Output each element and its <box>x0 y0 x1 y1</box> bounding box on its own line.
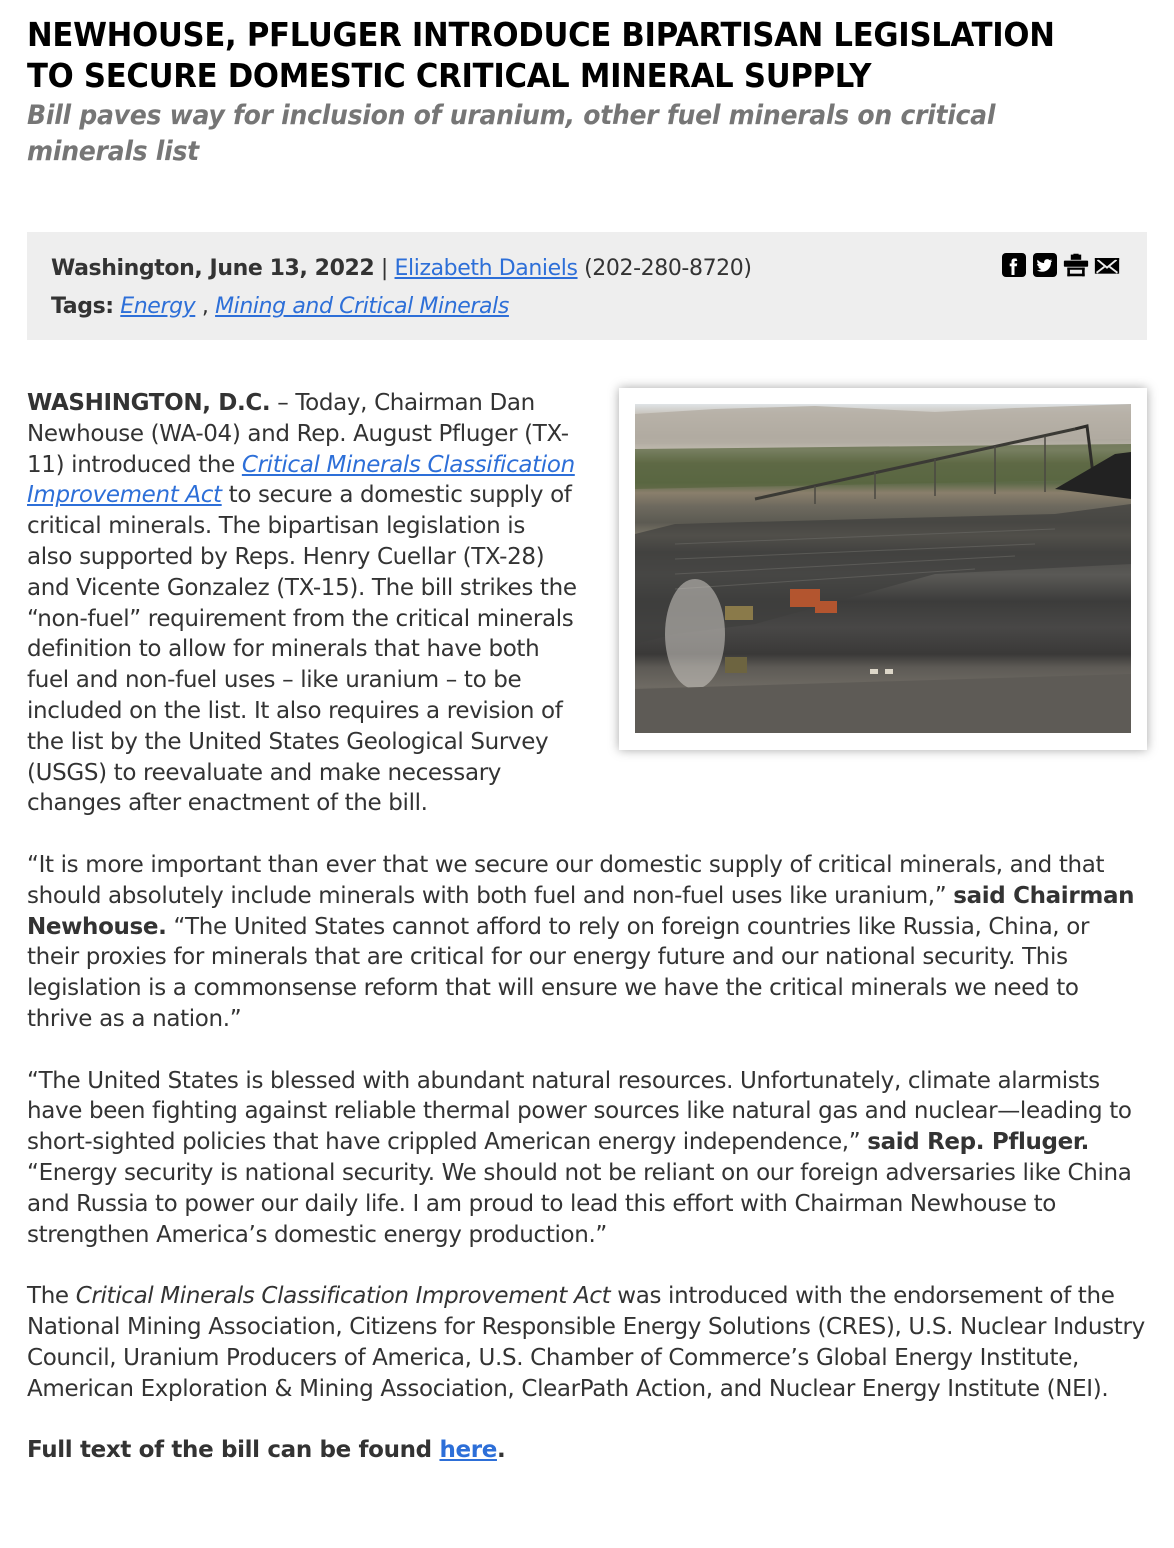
paragraph-pfluger-quote: “The United States is blessed with abundant natural resources. Unfortunately, climate alarmists have been fighting against reliable thermal power sources like natural gas and nuclear—leading to short-sighted policies that have crippled American energy independence,” said Rep. Pfluger. “Energy security is national security. We should not be reliant on our foreign adversaries like China and Russia to power our daily life. I am proud to lead this effort with Chairman Newhouse to strengthen America’s domestic energy production.” <box>27 1067 1132 1248</box>
twitter-icon[interactable] <box>1032 252 1058 278</box>
full-text-link[interactable]: here <box>439 1437 497 1464</box>
facebook-icon[interactable] <box>1001 252 1027 278</box>
byline <box>51 250 1123 288</box>
contact-phone: (202-280-8720) <box>577 256 752 281</box>
article-page <box>0 0 1174 170</box>
paragraph-full-text: Full text of the bill can be found here. <box>27 1437 506 1464</box>
paragraph-endorsements: The Critical Minerals Classification Improvement Act was introduced with the endorsement of the National Mining Association, Citizens for Responsible Energy Solutions (CRES), U.S. Nuclear Industry Council, Uranium Producers of America, U.S. Chamber of Commerce’s Global Energy Institute, American Exploration & Mining Association, ClearPath Action, and Nuclear Energy Institute (NEI). <box>27 1283 1145 1402</box>
tags-line <box>51 288 1123 326</box>
tags-label: Tags: <box>51 294 114 319</box>
paragraph-newhouse-quote: “It is more important than ever that we secure our domestic supply of critical minerals, and that should absolutely include minerals with both fuel and non-fuel uses like uranium,” said Chairman Newhouse. “The United States cannot afford to rely on foreign countries like Russia, China, or their proxies for minerals that are critical for our energy future and our national security. This legislation is a commonsense reform that will ensure we have the critical minerals we need to thrive as a nation.” <box>27 851 1135 1032</box>
attribution-newhouse: said Chairman Newhouse. <box>27 882 1135 940</box>
dateline: WASHINGTON, D.C. <box>27 390 271 416</box>
contact-link[interactable]: Elizabeth Daniels <box>394 256 578 281</box>
attribution-pfluger: said Rep. Pfluger. <box>867 1129 1090 1156</box>
article-body <box>27 388 1147 1497</box>
byline-separator: | <box>374 256 395 281</box>
tag-separator: , <box>195 294 216 319</box>
page-title: NEWHOUSE, PFLUGER INTRODUCE BIPARTISAN LEGISLATION TO SECURE DOMESTIC CRITICAL MINERAL SUPPLY <box>27 15 1055 95</box>
act-name: Critical Minerals Classification Improvement Act <box>75 1283 611 1310</box>
paragraph-intro: WASHINGTON, D.C. – Today, Chairman Dan Newhouse (WA-04) and Rep. August Pfluger (TX-11) introduced the Critical Minerals Classification Improvement Act to secure a domestic supply of critical minerals. The bipartisan legislation is also supported by Reps. Henry Cuellar (TX-28) and Vicente Gonzalez (TX-15). The bill strikes the “non-fuel” requirement from the critical minerals definition to allow for minerals that have both fuel and non-fuel uses – like uranium – to be included on the list. It also requires a revision of the list by the United States Geological Survey (USGS) to reevaluate and make necessary changes after enactment of the bill. <box>27 390 577 817</box>
page-subtitle: Bill paves way for inclusion of uranium, other fuel minerals on critical minerals list <box>27 100 996 167</box>
email-icon[interactable] <box>1094 252 1120 278</box>
article-meta-box <box>27 232 1147 340</box>
tag-mining-critical-minerals[interactable]: Mining and Critical Minerals <box>215 294 509 319</box>
share-icons <box>1001 252 1120 278</box>
act-link[interactable]: Critical Minerals Classification Improvement Act <box>27 451 575 509</box>
print-icon[interactable] <box>1063 252 1089 278</box>
location-date: Washington, June 13, 2022 <box>51 256 375 281</box>
tag-energy[interactable]: Energy <box>120 294 196 319</box>
